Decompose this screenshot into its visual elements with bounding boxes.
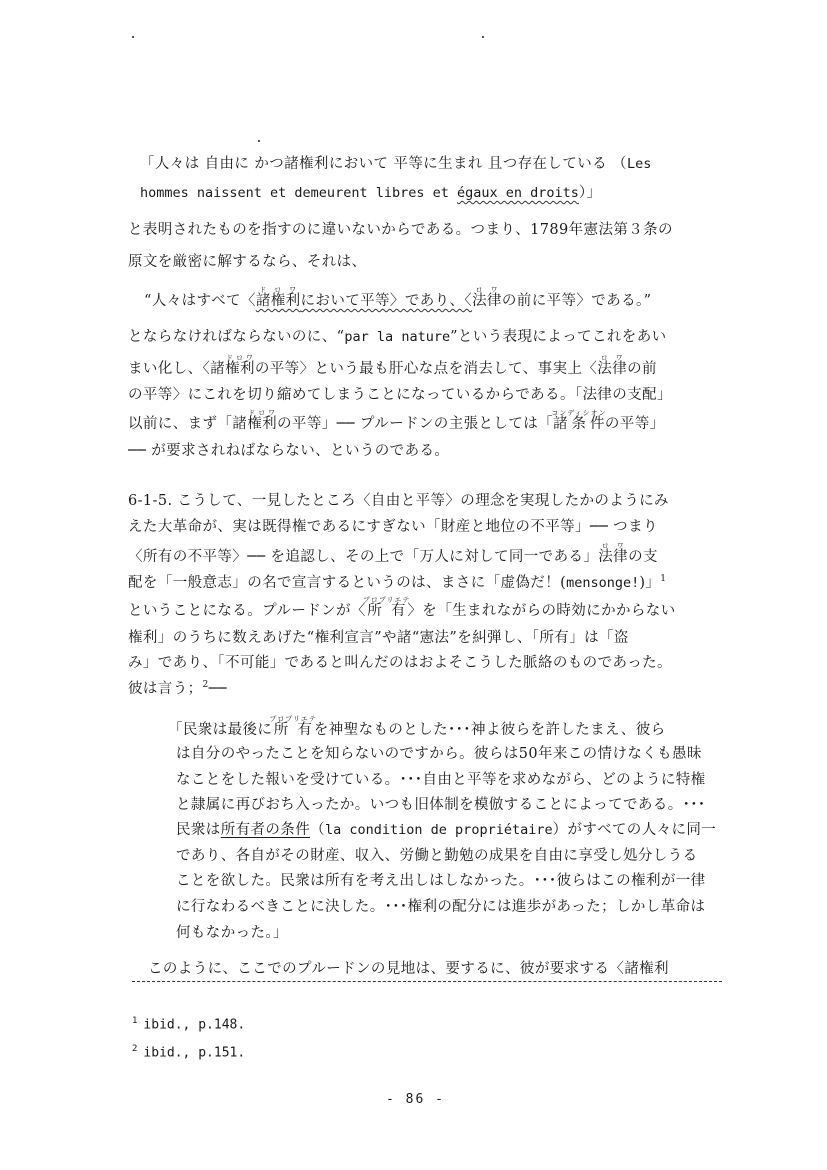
droit-kanji: 諸権利 bbox=[255, 293, 301, 309]
quote3-text: ）がすべての人々に同一 bbox=[552, 822, 717, 838]
para2-line4 bbox=[128, 409, 665, 433]
section-line1: 6-1-5. こうして、一見したところ〈自由と平等〉の理念を実現したかのようにみ bbox=[128, 493, 669, 509]
quote3-underlined: 所有者の条件 bbox=[220, 822, 311, 838]
para2-line2 bbox=[128, 354, 657, 378]
loi-ruby: ロワ bbox=[597, 354, 628, 362]
quote2-mid: において平等〉であり、〈 bbox=[300, 293, 473, 309]
para2-text: の平等〉という最も肝心な点を消去して、事実上〈 bbox=[254, 361, 598, 377]
quote1-french-underlined: égaux en droits bbox=[456, 185, 579, 201]
ruby-droit bbox=[255, 286, 301, 309]
quote3-line9: 何もなかった。」 bbox=[176, 925, 288, 941]
quote1-close: ）」 bbox=[578, 185, 602, 201]
footnote-text: ibid., p.151. bbox=[143, 1045, 246, 1061]
quote3-text: を神聖なものとした･･･神よ彼らを許したまえ、彼ら bbox=[313, 722, 666, 738]
para2-text: ”という表現によってこれをあい bbox=[450, 329, 667, 345]
ruby-loi bbox=[597, 354, 628, 377]
ruby-propriete bbox=[362, 596, 411, 619]
quote1-french-start: Les bbox=[626, 156, 652, 172]
para2-text: の前 bbox=[627, 361, 657, 377]
quote3-line2: は自分のやったことを知らないのですから。彼らは50年来この情けなくも愚昧 bbox=[176, 746, 702, 762]
footnote-2 bbox=[132, 1044, 245, 1060]
closing-line: このように、ここでのプルードンの見地は、要するに、彼が要求する〈諸権利 bbox=[148, 961, 669, 977]
quote3-line1 bbox=[168, 715, 666, 739]
section-text: 彼は言う； bbox=[128, 681, 203, 697]
footnote-rule bbox=[132, 981, 722, 982]
para2-french: par la nature bbox=[344, 329, 451, 345]
ruby-droit bbox=[247, 409, 278, 432]
loi-kanji: 法律 bbox=[472, 293, 502, 309]
para2-line3: の平等〉にこれを切り縮めてしまうことになっているからである。「法律の支配」 bbox=[128, 387, 672, 403]
para1-line2: 原文を厳密に解するなら、それは、 bbox=[128, 254, 367, 270]
section-line8 bbox=[128, 677, 227, 698]
footnote-ref-1: 1 bbox=[660, 574, 667, 585]
footnote-1 bbox=[132, 1016, 245, 1032]
section-line4 bbox=[128, 571, 666, 592]
footnote-ref-2: 2 bbox=[202, 680, 209, 691]
quote1-french: hommes naissent et demeurent libres et bbox=[140, 185, 457, 201]
propriete-kanji: 所有 bbox=[362, 603, 411, 619]
droit-kanji: 権利 bbox=[225, 361, 255, 377]
ruby-propriete bbox=[269, 715, 317, 738]
condition-kanji: 諸条件 bbox=[551, 416, 607, 432]
loi-ruby: ロワ bbox=[598, 542, 629, 550]
section-line3 bbox=[128, 542, 658, 566]
para2-text: の平等」── プルードンの主張としては「 bbox=[277, 416, 554, 432]
quote1-japanese: 「人々は 自由に かつ諸権利において 平等に生まれ 且つ存在している （ bbox=[140, 156, 627, 172]
mensonge-french: mensonge! bbox=[566, 575, 640, 591]
scan-speck bbox=[482, 36, 484, 38]
quote1-line1 bbox=[140, 152, 651, 173]
para2-line1 bbox=[128, 325, 667, 346]
propriete-ruby: プロプリエテ bbox=[269, 715, 317, 723]
para2-text: の平等」 bbox=[604, 416, 665, 432]
section-text: の支 bbox=[628, 549, 658, 565]
quote1-line2 bbox=[140, 181, 601, 202]
scan-speck bbox=[258, 140, 260, 142]
droit-ruby: ドロワ bbox=[255, 286, 301, 294]
section-text: 〈所有の不平等〉── を追認し、その上で「万人に対して同一である」 bbox=[128, 549, 599, 565]
quote3-line6: であり、各自がその財産、収入、労働と勤勉の成果を自由に享受し処分しうる bbox=[176, 848, 698, 864]
ruby-loi bbox=[598, 542, 629, 565]
section-line5 bbox=[128, 596, 676, 620]
section-text: ── bbox=[208, 681, 227, 697]
section-line2: えた大革命が、実は既得権であるにすぎない「財産と地位の不平等」── つまり bbox=[128, 519, 658, 535]
section-line7: み」であり、「不可能」であると叫んだのはおよそこうした脈絡のものであった。 bbox=[128, 655, 672, 671]
quote3-text: 民衆は bbox=[176, 822, 221, 838]
ruby-droit bbox=[225, 354, 255, 377]
quote3-line8: に行なわるべきことに決した。･･･権利の配分には進歩があった；しかし革命は bbox=[176, 899, 706, 915]
footnote-number: 2 bbox=[132, 1044, 138, 1054]
quote3-line3: なことをした報いを受けている。･･･自由と平等を求めながら、どのように特権 bbox=[176, 772, 706, 788]
quote2-end: の前に平等〉である。” bbox=[501, 293, 652, 309]
footnote-text: ibid., p.148. bbox=[143, 1017, 246, 1033]
loi-kanji: 法律 bbox=[597, 361, 628, 377]
droit-ruby: ドロワ bbox=[225, 354, 255, 362]
loi-kanji: 法律 bbox=[598, 549, 629, 565]
quote3-line7: ことを欲した。民衆は所有を考え出しはしなかった。･･･彼らはこの権利が一律 bbox=[176, 873, 706, 889]
quote3-line5 bbox=[176, 818, 716, 839]
para2-line5: ── が要求されねばならない、というのである。 bbox=[128, 443, 450, 459]
section-text: 配を「一般意志」の名で宣言するというのは、まさに「虚偽だ！( bbox=[128, 575, 567, 591]
droit-kanji: 権利 bbox=[247, 416, 278, 432]
propriete-kanji: 所有 bbox=[269, 722, 317, 738]
section-text: )」 bbox=[639, 575, 661, 591]
quote3-line4: と隷属に再びおち入ったか。いつも旧体制を模倣することによってである。･･･ bbox=[176, 797, 706, 813]
droit-ruby: ドロワ bbox=[247, 409, 278, 417]
quote2-line bbox=[144, 286, 651, 310]
section-text: ということになる。プルードンが〈 bbox=[128, 603, 366, 619]
quote3-french: la condition de propriétaire bbox=[325, 822, 553, 838]
scan-speck bbox=[132, 36, 134, 38]
quote3-text: （ bbox=[310, 822, 326, 838]
section-line6: 権利」のうちに数えあげた“権利宣言”や諸“憲法”を糾弾し、「所有」は「盗 bbox=[128, 630, 629, 646]
section-text: 〉を「生まれながらの時効にかからない bbox=[407, 603, 676, 619]
ruby-loi bbox=[472, 286, 502, 309]
loi-ruby: ロワ bbox=[472, 286, 502, 294]
page-number: - 86 - bbox=[386, 1092, 445, 1107]
ruby-condition bbox=[551, 409, 607, 432]
para2-text: とならなければならないのに、“ bbox=[128, 329, 345, 345]
para2-text: 以前に、まず「諸 bbox=[128, 416, 248, 432]
para2-text: まい化し、〈諸 bbox=[128, 361, 226, 377]
propriete-ruby: プロプリエテ bbox=[362, 596, 411, 604]
quote2-open: “人々はすべて〈 bbox=[144, 293, 256, 309]
para1-line1: と表明されたものを指すのに違いないからである。つまり、1789年憲法第３条の bbox=[128, 222, 673, 238]
footnote-number: 1 bbox=[132, 1016, 138, 1026]
quote3-text: 「民衆は最後に bbox=[168, 722, 273, 738]
condition-ruby: コンディシオン bbox=[551, 409, 607, 417]
